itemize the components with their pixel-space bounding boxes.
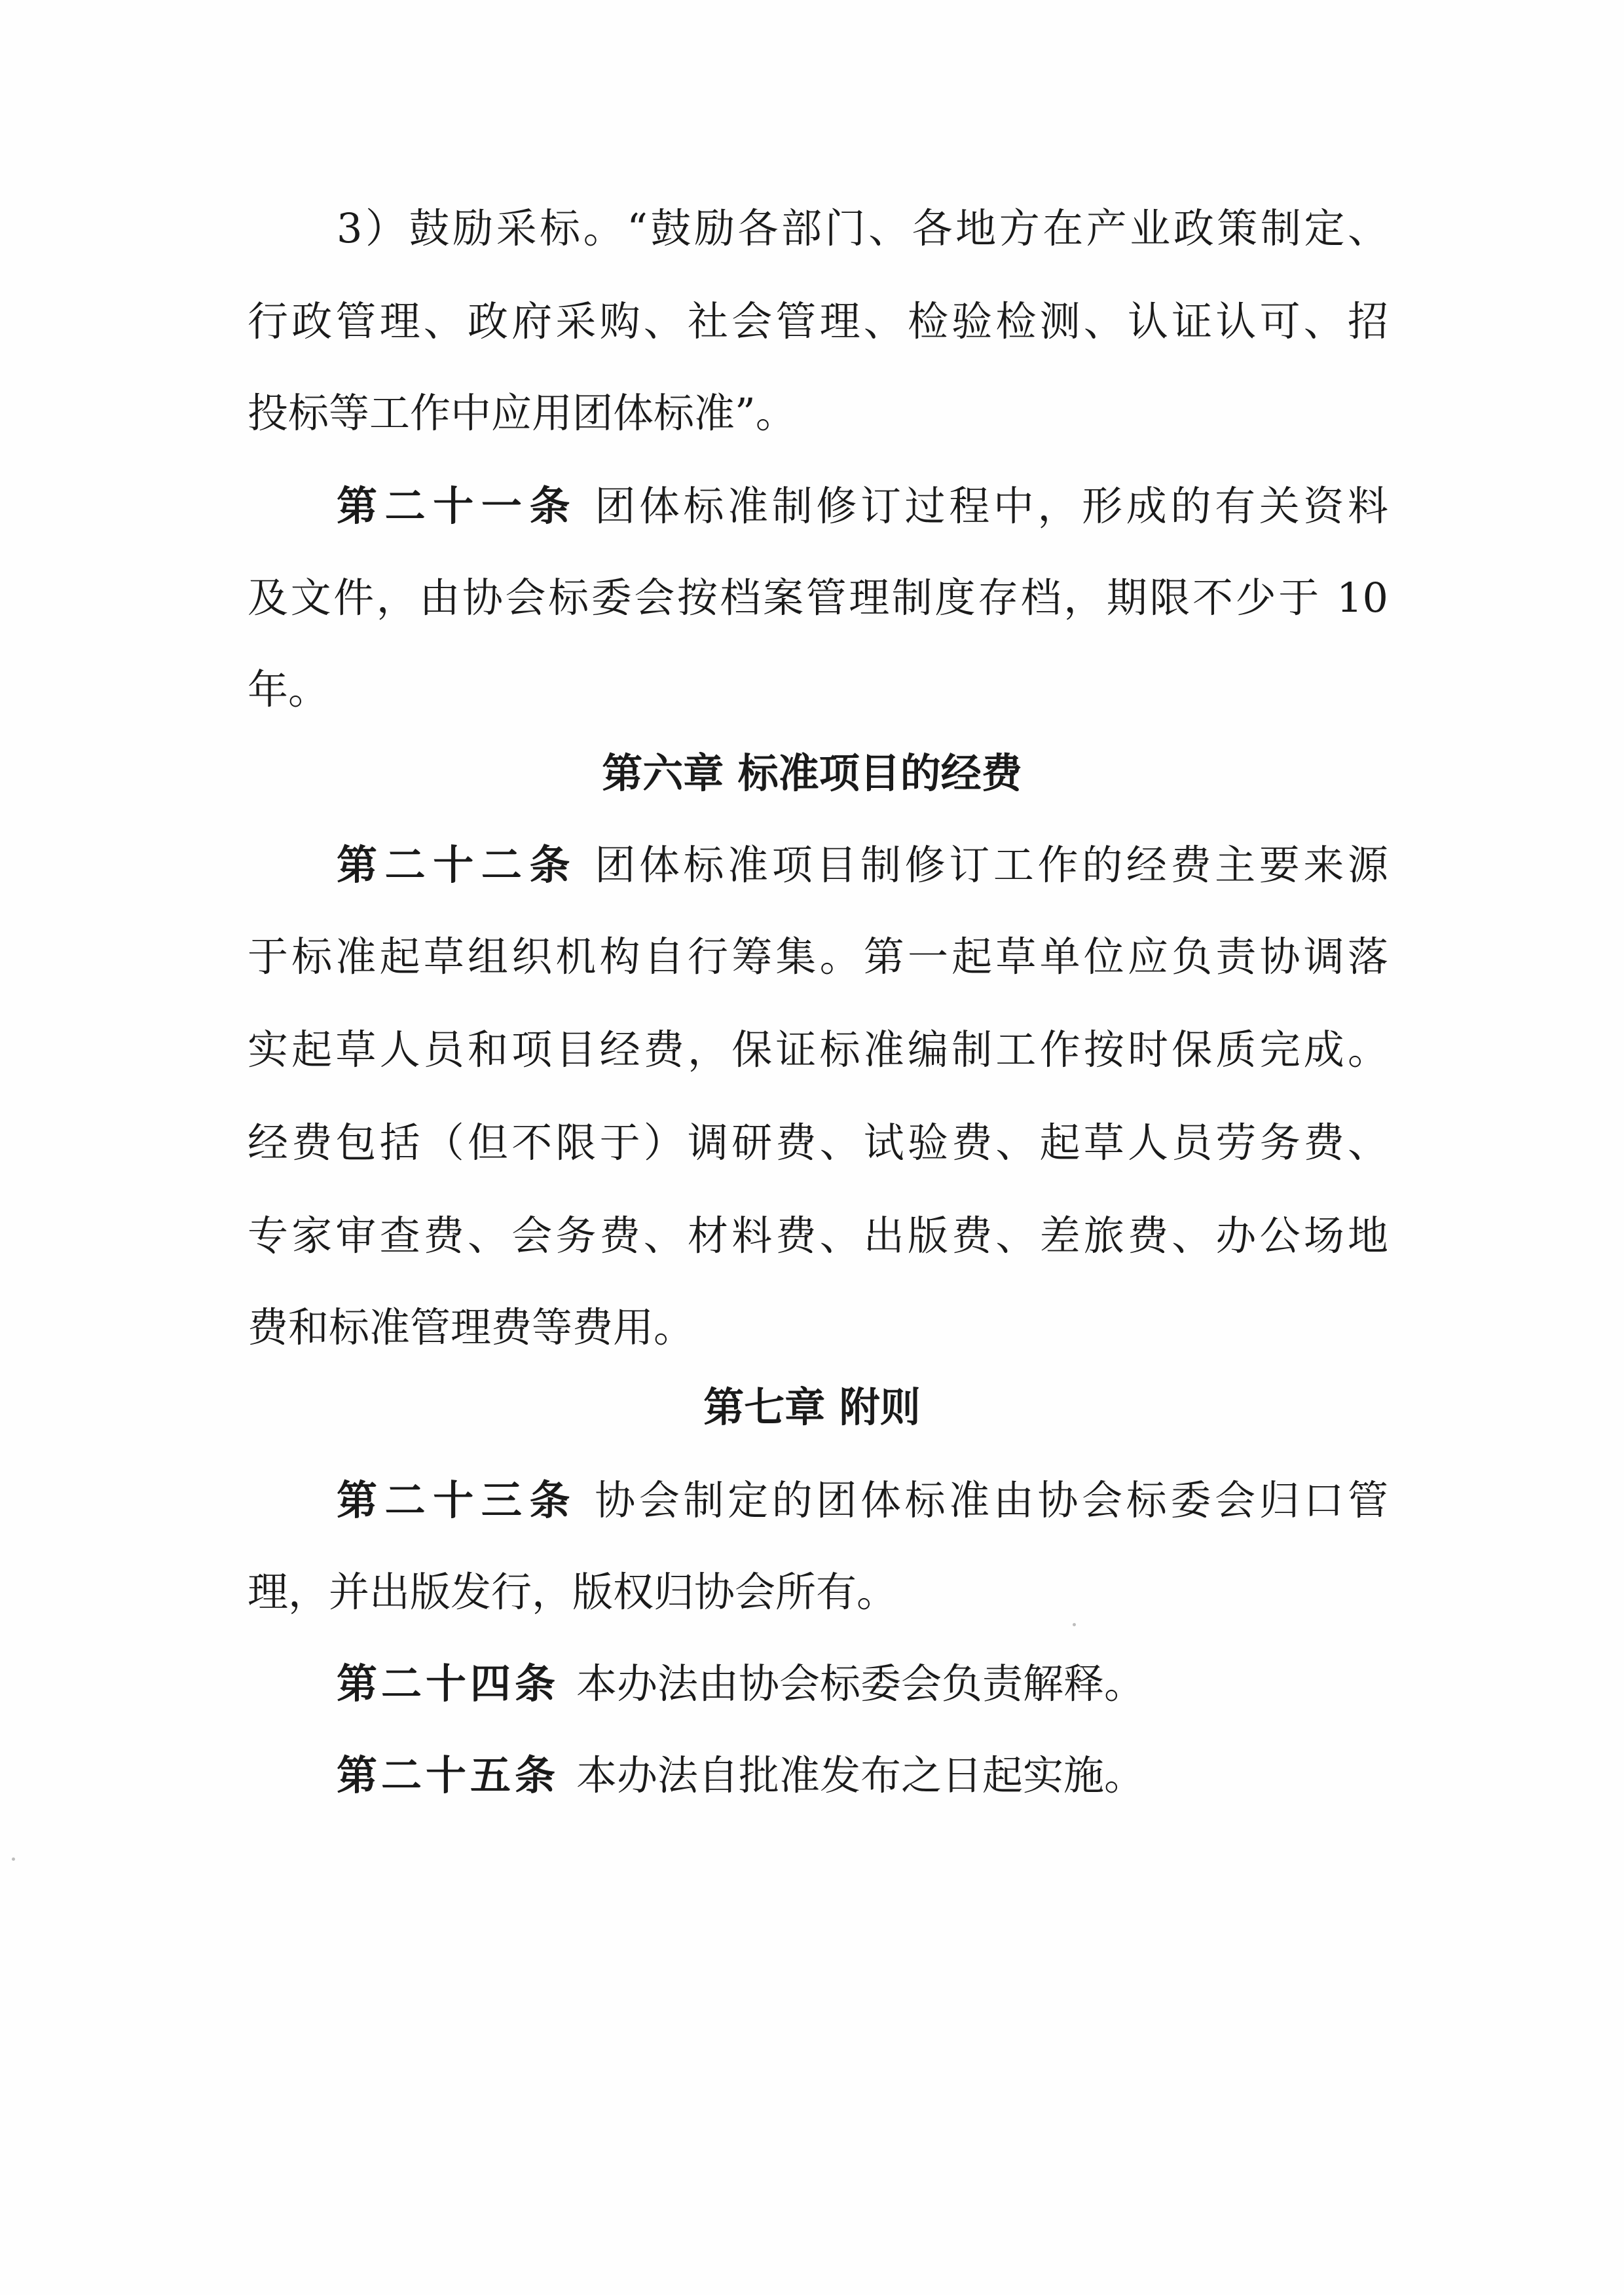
article-22-line-6: 费和标准管理费等费用。 xyxy=(248,1303,695,1351)
article-22-line-4: 经费包括（但不限于）调研费、试验费、起草人员劳务费、 xyxy=(248,1119,1388,1166)
article-23-line-1 xyxy=(337,1476,1388,1524)
article-23-label: 第二十三条 xyxy=(337,1476,578,1524)
article-25-label: 第二十五条 xyxy=(337,1751,560,1799)
article-21-line-1 xyxy=(337,482,1388,530)
scan-speck xyxy=(1073,1623,1076,1626)
chapter-6-title: 第六章 标准项目的经费 xyxy=(602,749,1022,797)
chapter-7-title: 第七章 附则 xyxy=(703,1383,921,1431)
article-21-line-2: 及文件，由协会标委会按档案管理制度存档，期限不少于 10 xyxy=(248,574,1388,622)
article-22-line-3: 实起草人员和项目经费，保证标准编制工作按时保质完成。 xyxy=(248,1026,1388,1073)
item3-line-3: 投标等工作中应用团体标准”。 xyxy=(248,389,796,437)
article-21-line-3: 年。 xyxy=(248,665,329,713)
article-22-text-1: 团体标准项目制修订工作的经费主要来源 xyxy=(595,841,1388,889)
article-23-text-1: 协会制定的团体标准由协会标委会归口管 xyxy=(595,1476,1388,1524)
article-23-line-2: 理，并出版发行，版权归协会所有。 xyxy=(248,1568,898,1616)
item3-line-1: 3）鼓励采标。“鼓励各部门、各地方在产业政策制定、 xyxy=(337,204,1388,252)
article-22-line-5: 专家审查费、会务费、材料费、出版费、差旅费、办公场地 xyxy=(248,1212,1388,1259)
article-21-label: 第二十一条 xyxy=(337,482,578,530)
article-24 xyxy=(337,1660,1388,1707)
article-25 xyxy=(337,1751,1388,1799)
scan-speck xyxy=(12,1857,15,1861)
article-24-text: 本办法由协会标委会负责解释。 xyxy=(576,1660,1145,1707)
article-25-text: 本办法自批准发布之日起实施。 xyxy=(576,1751,1145,1799)
article-22-line-1 xyxy=(337,841,1388,889)
article-22-label: 第二十二条 xyxy=(337,841,578,889)
article-24-label: 第二十四条 xyxy=(337,1660,560,1707)
item3-line-2: 行政管理、政府采购、社会管理、检验检测、认证认可、招 xyxy=(248,297,1388,345)
article-22-line-2: 于标准起草组织机构自行筹集。第一起草单位应负责协调落 xyxy=(248,933,1388,980)
article-21-text-1: 团体标准制修订过程中，形成的有关资料 xyxy=(595,482,1388,530)
